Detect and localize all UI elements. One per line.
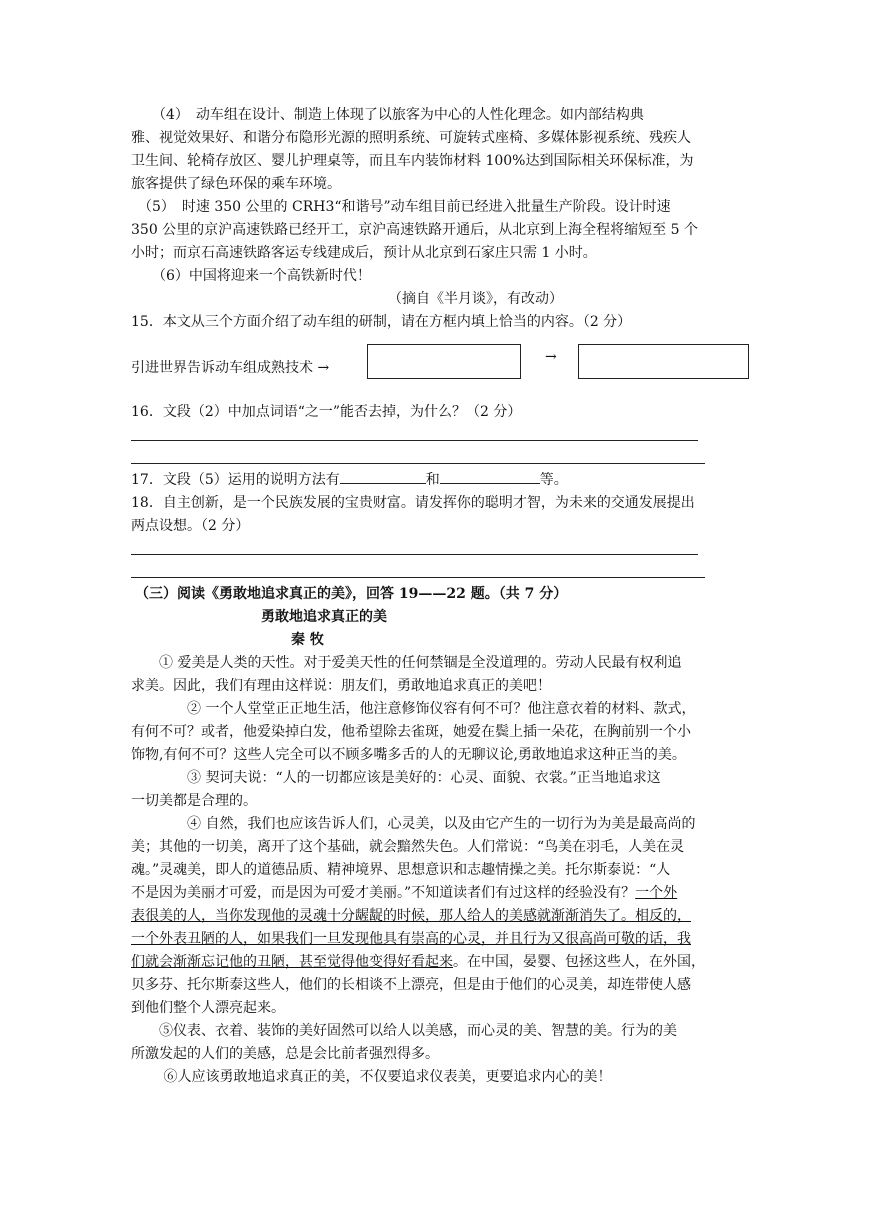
article-p2-line-1: ② 一个人堂堂正正地生活，他注意修饰仪容有何不可？他注意衣着的材料、款式， (131, 701, 696, 717)
question-17 (131, 469, 568, 491)
section-3-heading: （三）阅读《勇敢地追求真正的美》，回答 19——22 题。（共 7 分） (135, 586, 568, 602)
answer-line-16b[interactable] (131, 463, 705, 464)
article-p4-line-8: 贝多芬、托尔斯泰这些人，他们的长相谈不上漂亮，但是由于他们的心灵美，却连带使人感 (131, 977, 691, 993)
underlined-passage-line-3: 一个外表丑陋的人，如果我们一旦发现他具有崇高的心灵，并且行为又很高尚可敬的话，我 (131, 931, 691, 947)
article-p6-line: ⑥人应该勇敢地追求真正的美，不仅要追求仪表美，更要追求内心的美！ (131, 1069, 612, 1085)
answer-box-1[interactable] (367, 344, 521, 379)
article-title: 勇敢地追求真正的美 (261, 609, 387, 625)
answer-line-16a[interactable] (131, 440, 698, 441)
article-p4-line-4-plain: 不是因为美丽才可爱，而是因为可爱才美丽。”不知道读者们有过这样的经验没有？ (131, 885, 636, 901)
question-16: 16．文段（2）中加点词语“之一”能否去掉，为什么？（2 分） (131, 404, 522, 420)
question-17-text-c: 等。 (539, 472, 568, 488)
source-citation: （摘自《半月谈》，有改动） (388, 291, 563, 307)
para5-line-3: 小时；而京石高速铁路客运专线建成后，预计从北京到石家庄只需 1 小时。 (131, 245, 597, 261)
article-p3-line-1: ③ 契诃夫说：“人的一切都应该是美好的：心灵、面貌、衣裳。”正当地追求这 (131, 770, 661, 786)
question-18-line-2: 两点设想。（2 分） (131, 518, 250, 534)
answer-blank-17b[interactable] (440, 469, 540, 484)
underlined-passage-line-2: 表很美的人，当你发现他的灵魂十分龌龊的时候，那人给人的美感就渐渐消失了。相反的， (131, 908, 691, 924)
flow-start-label: 引进世界告诉动车组成熟技术 → (131, 360, 330, 376)
article-p1-line-2: 求美。因此，我们有理由这样说：朋友们，勇敢地追求真正的美吧！ (131, 678, 551, 694)
para4-line-4: 旅客提供了绿色环保的乘车环境。 (131, 176, 341, 192)
article-p4-line-7-plain: 。在中国，晏婴、包拯这些人，在外国， (453, 954, 705, 970)
article-p4-line-3: 魂。”灵魂美，即人的道德品质、精神境界、思想意识和志趣情操之美。托尔斯泰说：“人 (131, 862, 671, 878)
para5-line-1: （5） 时速 350 公里的 CRH3“和谐号”动车组目前已经进入批量生产阶段。设计时速 (131, 199, 671, 215)
question-17-text-b: 和 (425, 472, 440, 488)
article-p2-line-2: 有何不可？或者，他爱染掉白发，他希望除去雀斑，她爱在鬓上插一朵花，在胸前别一个小 (131, 724, 691, 740)
para4-line-2: 雅、视觉效果好、和谐分布隐形光源的照明系统、可旋转式座椅、多媒体影视系统、残疾人 (131, 130, 691, 146)
article-p4-line-4 (131, 882, 677, 904)
article-p5-line-1: ⑤仪表、衣着、装饰的美好固然可以给人以美感，而心灵的美、智慧的美。行为的美 (131, 1023, 677, 1039)
article-p2-line-3: 饰物,有何不可？这些人完全可以不顾多嘴多舌的人的无聊议论,勇敢地追求这种正当的美。 (131, 747, 686, 763)
underlined-passage-start: 一个外 (635, 885, 678, 901)
article-p1-line-1: ① 爱美是人类的天性。对于爱美天性的任何禁锢是全没道理的。劳动人民最有权利追 (131, 655, 682, 671)
article-p4-line-2: 美；其他的一切美，离开了这个基础，就会黯然失色。人们常说：“鸟美在羽毛，人美在灵 (131, 839, 685, 855)
para4-line-1: （4） 动车组在设计、制造上体现了以旅客为中心的人性化理念。如内部结构典 (131, 107, 644, 123)
answer-line-18b[interactable] (131, 577, 705, 578)
question-18-line-1: 18．自主创新，是一个民族发展的宝贵财富。请发挥你的聪明才智，为未来的交通发展提出 (131, 495, 695, 511)
answer-box-2[interactable] (578, 344, 749, 379)
underlined-passage-end: 们就会渐渐忘记他的丑陋，甚至觉得他变得好看起来 (131, 954, 453, 970)
para5-line-2: 350 公里的京沪高速铁路已经开工，京沪高速铁路开通后，从北京到上海全程将缩短至 5 个 (131, 222, 698, 238)
question-17-text-a: 17．文段（5）运用的说明方法有 (131, 472, 340, 488)
answer-blank-17a[interactable] (340, 469, 426, 484)
question-15: 15．本文从三个方面介绍了动车组的研制，请在方框内填上恰当的内容。（2 分） (131, 314, 632, 330)
para6-line: （6）中国将迎来一个高铁新时代！ (131, 268, 371, 284)
article-p4-line-1: ④ 自然，我们也应该告诉人们，心灵美，以及由它产生的一切行为为美是最高尚的 (131, 816, 696, 832)
article-p4-line-9: 到他们整个人漂亮起来。 (131, 1000, 285, 1016)
article-p5-line-2: 所激发起的人们的美感，总是会比前者强烈得多。 (131, 1046, 439, 1062)
para4-line-3: 卫生间、轮椅存放区、婴儿护理桌等，而且车内装饰材料 100%达到国际相关环保标准，为 (131, 153, 694, 169)
article-p3-line-2: 一切美都是合理的。 (131, 793, 257, 809)
article-p4-line-7 (131, 951, 705, 973)
answer-line-18a[interactable] (131, 554, 698, 555)
article-author: 秦 牧 (291, 632, 324, 648)
flow-arrow: → (545, 349, 557, 365)
